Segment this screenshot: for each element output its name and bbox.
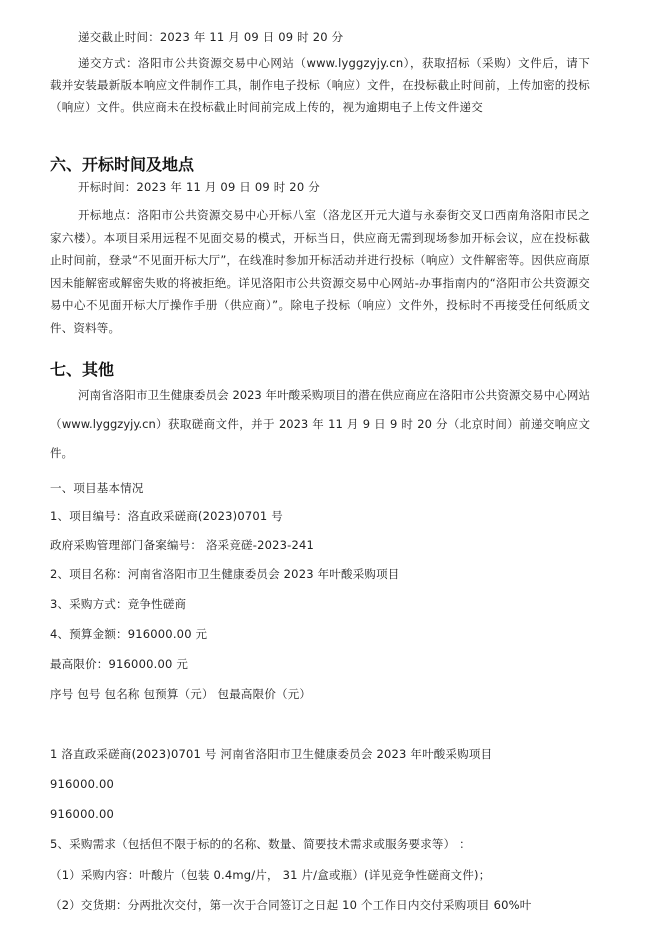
table-row-limit: 916000.00: [50, 807, 114, 821]
item-basic-info: 一、项目基本情况: [50, 481, 144, 495]
deadline-line: 递交截止时间：2023 年 11 月 09 日 09 时 20 分: [78, 30, 344, 44]
notice-paragraph: 河南省洛阳市卫生健康委员会 2023 年叶酸采购项目的潜在供应商应在洛阳市公共资源交易中心网站（www.lyggzyjy.cn）获取磋商文件，并于 2023 年 11 月 9 日 9 时 20 分（北京时间）前递交响应文件。: [50, 388, 590, 460]
need-content-line: （1）采购内容：叶酸片（包装 0.4mg/片， 31 片/盒或瓶）(详见竞争性磋商文件)；: [50, 868, 491, 882]
open-place-paragraph: 开标地点：洛阳市公共资源交易中心开标八室（洛龙区开元大道与永泰街交叉口西南角洛阳市民之家六楼）。本项目采用远程不见面交易的模式，开标当日，供应商无需到现场参加开标会议，应在投标截止时间前，登录“不见面开标大厅”，在线准时参加开标活动并进行投标（响应）文件解密等。因供应商原因未能解密或解密失败的将被拒绝。详见洛阳市公共资源交易中心网站-办事指南内的“洛阳市公共资源交易中心不见面开标大厅操作手册（供应商）”。除电子投标（响应）文件外，投标时不再接受任何纸质文件、资料等。: [50, 208, 590, 335]
table-row: 1 洛直政采磋商(2023)0701 号 河南省洛阳市卫生健康委员会 2023 年叶酸采购项目: [50, 747, 493, 761]
item-method: 3、采购方式：竞争性磋商: [50, 597, 187, 611]
open-time-line: 开标时间：2023 年 11 月 09 日 09 时 20 分: [78, 180, 320, 194]
item-project-name: 2、项目名称：河南省洛阳市卫生健康委员会 2023 年叶酸采购项目: [50, 567, 400, 581]
submission-method-paragraph: 递交方式：洛阳市公共资源交易中心网站（www.lyggzyjy.cn），获取招标（采购）文件后，请下载并安装最新版本响应文件制作工具，制作电子投标（响应）文件，在投标截止时间前，上传加密的投标（响应）文件。供应商未在投标截止时间前完成上传的，视为逾期电子上传文件递交: [50, 56, 590, 114]
item-project-number: 1、项目编号：洛直政采磋商(2023)0701 号: [50, 509, 283, 523]
section-6-heading: 六、开标时间及地点: [50, 155, 195, 174]
item-filing-number: 政府采购管理部门备案编号： 洛采竞磋-2023-241: [50, 538, 315, 552]
item-budget: 4、预算金额：916000.00 元: [50, 627, 208, 641]
table-row-budget: 916000.00: [50, 777, 114, 791]
item-max-price: 最高限价：916000.00 元: [50, 657, 189, 671]
table-header-line: 序号 包号 包名称 包预算（元） 包最高限价（元）: [50, 687, 312, 701]
procurement-needs-line: 5、采购需求（包括但不限于标的的名称、数量、简要技术需求或服务要求等） ：: [50, 837, 471, 851]
need-delivery-line: （2）交货期：分两批次交付，第一次于合同签订之日起 10 个工作日内交付采购项目 60%叶: [50, 898, 532, 912]
section-7-heading: 七、其他: [50, 360, 115, 379]
